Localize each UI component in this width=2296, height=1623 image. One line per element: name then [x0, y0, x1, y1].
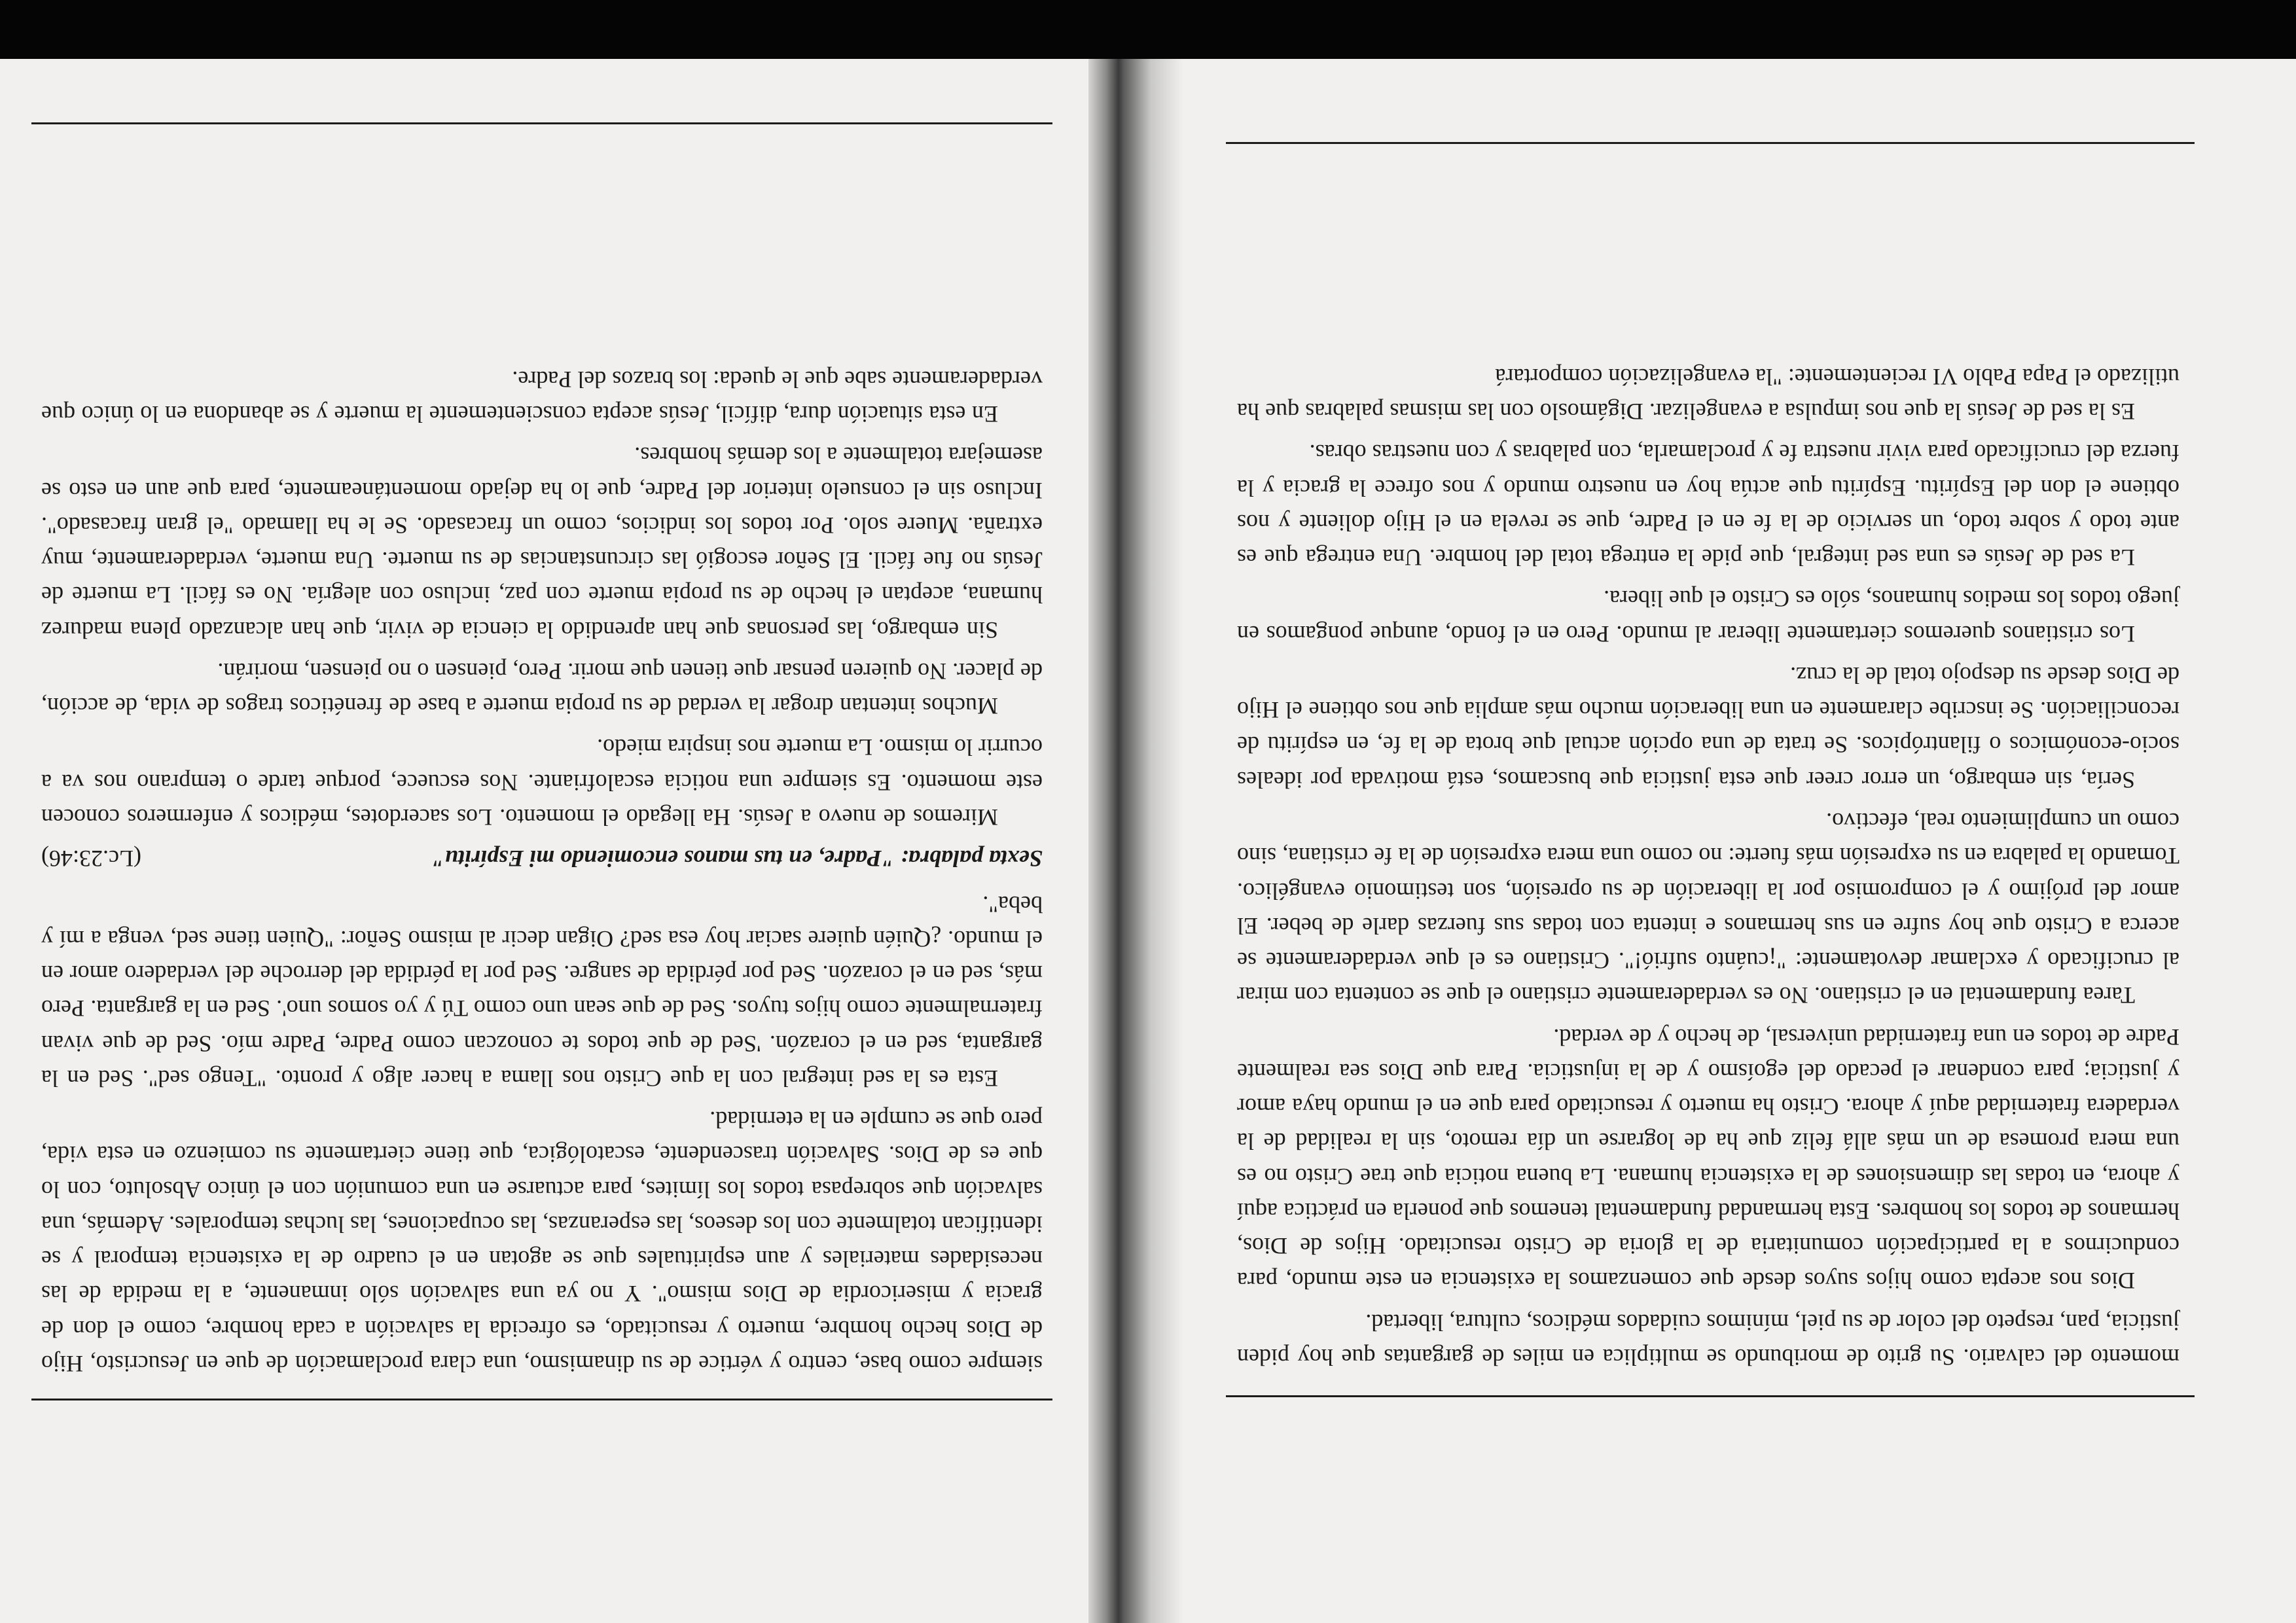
left-page — [1170, 59, 2296, 1623]
paragraph: Dios nos acepta como hijos suyos desde que comenzamos la existencia en este mundo, para conducirnos a la participación comunitaria de la gloria de Cristo resucitado. Hijos de Dios, hermanos de todos los hombres. Esta hermandad fundamental tenemos que ponerla en práctica aquí y ahora, en todas las dimensiones de la existencia humana. La buena noticia que trae Cristo no es una mera promesa de un más allá feliz que ha de lograrse un día remoto, sin la realidad de la verdadera fraternidad aquí y ahora. Cristo ha muerto y resucitado para que en el mundo haya amor y justicia; para condenar el pecado del egoísmo y de la injusticia. Para que Dios sea realmente Padre de todos en una fraternidad universal, de hecho y de verdad. — [1237, 1024, 2179, 1294]
top-rule — [1226, 142, 2195, 144]
paragraph: En esta situación dura, difícil, Jesús acepta conscientemente la muerte y se abandona en lo único que verdaderamente sabe que le queda: los brazos del Padre. — [41, 366, 1043, 428]
paragraph: momento del calvario. Su grito de moribundo se multiplica en miles de gargantas que hoy piden justicia, pan, respeto del color de su piel, mínimos cuidados médicos, cultura, libertad. — [1237, 1309, 2179, 1370]
section-heading — [41, 841, 1043, 876]
page-text — [1237, 353, 2179, 1374]
scan-border — [0, 0, 2296, 59]
paragraph: Miremos de nuevo a Jesús. Ha llegado el momento. Los sacerdotes, médicos y enfermeros conocen este momento. Es siempre una noticia escalofriante. Nos escuece, porque tarde o temprano nos va a ocurrir lo mismo. La muerte nos inspira miedo. — [41, 734, 1043, 831]
paragraph: Muchos intentan drogar la verdad de su propia muerte a base de frenéticos tragos de vida, de acción, de placer. No quieren pensar que tienen que morir. Pero, piensen o no piensen, morirán. — [41, 658, 1043, 720]
paragraph: Es la sed de Jesús la que nos impulsa a evangelizar. Digámoslo con las mismas palabras que ha utilizado el Papa Pablo VI recientemente: "la evangelización comportará — [1237, 363, 2179, 425]
page-text — [41, 355, 1043, 1381]
paragraph: Sin embargo, las personas que han aprendido la ciencia de vivir, que han alcanzado plena madurez humana, aceptan el hecho de su propia muerte con paz, incluso con alegría. No es fácil. La muerte de Jesús no fue fácil. El Señor escogió las circunstancias de su muerte. Una muerte, verdaderamente, muy extraña. Muere solo. Por todos los indicios, como un fracasado. Se le ha llamado "el gran fracasado". Incluso sin el consuelo interior del Padre, que lo ha dejado momentáneamente, para que aun en esto se asemejara totalmente a los demás hombres. — [41, 442, 1043, 643]
book-gutter — [1075, 59, 1183, 1623]
section-heading-reference: (Lc.23:46) — [41, 846, 141, 872]
paragraph: Esta es la sed integral con la que Cristo nos llama a hacer algo y pronto. "Tengo sed". Sed en la garganta, sed en el corazón. 'Sed de que todos te conozcan como Padre, Padre mío. Sed de que vivan fraternalmente como hijos tuyos. Sed de que sean uno como Tú y yo somos uno'. Sed en la garganta. Pero más, sed en el corazón. Sed por pérdida de sangre. Sed por la pérdida del derroche del verdadero amor en el mundo. ¿Quién quiere saciar hoy esa sed? Oigan decir al mismo Señor: "Quien tiene sed, venga a mí y beba". — [41, 891, 1043, 1092]
top-rule — [31, 122, 1052, 124]
paragraph: Los cristianos queremos ciertamente liberar al mundo. Pero en el fondo, aunque pongamos en juego todos los medios humanos, sólo es Cristo el que libera. — [1237, 586, 2179, 647]
right-page — [0, 59, 1088, 1623]
bottom-rule — [31, 1399, 1052, 1400]
paragraph: Tarea fundamental en el cristiano. No es verdaderamente cristiano el que se contenta con mirar al crucificado y exclamar devotamente: "¡cuánto sufrió!". Cristiano es el que verdaderamente se acerca a Cristo que hoy sufre en sus hermanos e intenta con todas sus fuerzas darle de beber. El amor del prójimo y el compromiso por la liberación de su opresión, son testimonio evangélico. Tomando la palabra en su expresión más fuerte: no como una mera expresión de la fe cristiana, sino como un cumplimiento real, efectivo. — [1237, 808, 2179, 1009]
paragraph: siempre como base, centro y vértice de su dinamismo, una clara proclamación de que en Jesucristo, Hijo de Dios hecho hombre, muerto y resucitado, es ofrecida la salvación a cada hombre, como el don de gracia y misericordia de Dios mismo". Y no ya una salvación sólo inmanente, a la medida de las necesidades materiales y aun espirituales que se agotan en el cuadro de la existencia temporal y se identifican totalmente con los deseos, las esperanzas, las ocupaciones, las luchas temporales. Además, una salvación que sobrepasa todos los límites, para actuarse en una comunión con el único Absoluto, con lo que es de Dios. Salvación trascendente, escatológica, que tiene ciertamente su comienzo en esta vida, pero que se cumple en la eternidad. — [41, 1107, 1043, 1377]
paragraph: La sed de Jesús es una sed integral, que pide la entrega total del hombre. Una entrega que es ante todo y sobre todo, un servicio de la fe en el Padre, que se revela en el Hijo doliente y nos obtiene el don del Espíritu. Espíritu que actúa hoy en nuestro mundo y nos ofrece la gracia y la fuerza del crucificado para vivir nuestra fe y proclamarla, con palabras y con nuestras obras. — [1237, 440, 2179, 571]
paragraph: Sería, sin embargo, un error creer que esta justicia que buscamos, está motivada por ideales socio-económicos o filantrópicos. Se trata de una opción actual que brota de la fe, en espíritu de reconciliación. Se inscribe claramente en una liberación mucho más amplia que nos obtiene el Hijo de Dios desde su despojo total de la cruz. — [1237, 662, 2179, 793]
section-heading-text: Sexta palabra: "Padre, en tus manos encomiendo mi Espíritu" — [431, 846, 1043, 872]
bottom-rule — [1226, 1395, 2195, 1397]
